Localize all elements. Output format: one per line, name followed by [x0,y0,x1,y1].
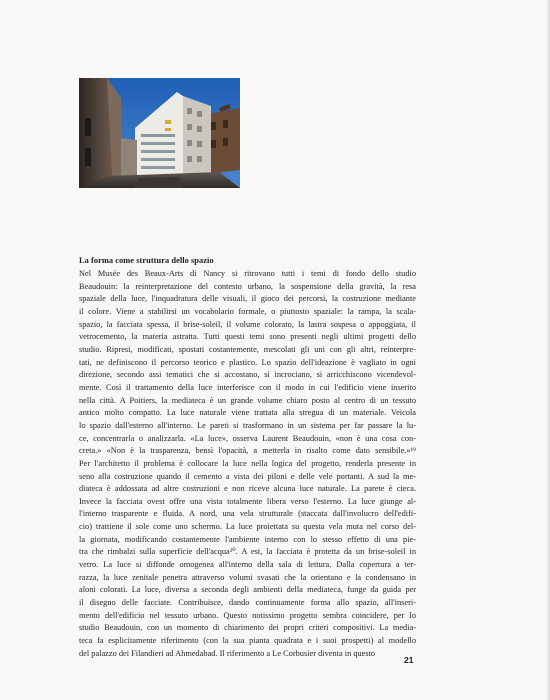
body-line: antico molto compatto. La luce naturale viene trattata alla stregua di un materiale. Veicola [79,408,416,418]
body-line: il colore. Viene a stabilirsi un vocabolario formale, o piuttosto spaziale: la rampa, la scala- [79,306,416,316]
body-line: razza, la luce zenitale penetra attraverso volumi svasati che la orientano e la condensano in [79,572,416,582]
body-line: direzione, secondo assi tematici che si accostano, si incrociano, si arricchiscono vicendevol- [79,370,416,380]
body-line: la giornata, modificando costantemente l'ambiente interno con lo stesso effetto di una pie- [79,534,416,544]
body-line: mente. Così il trattamento della luce interferisce con il modo in cui l'edificio viene inserito [79,382,416,392]
body-text [79,268,416,660]
body-line: cio) trattiene il sole come uno schermo. La luce proiettata su questa vela muta nel corso del- [79,522,416,532]
body-line: tati, ne definiscono il percorso teorico e plastico. Lo spazio dell'ideazione è vagliato in ogni [79,357,416,367]
body-line: tra che rimbalzi sulla superficie dell'acqua²⁰. A est, la facciata è protetta da un brise-soleil in [79,547,416,557]
body-line: ce, concentrarla o analizzarla. «La luce», osserva Laurent Beaudouin, «non è una cosa con- [79,433,416,443]
body-line: Invece la facciata ovest offre una vista totalmente libera verso l'esterno. La luce giunge al- [79,496,416,506]
page-edge-shadow [546,0,550,700]
section-title: La forma come struttura dello spazio [79,256,214,265]
body-line: diateca è addossata ad altre costruzioni e non riceve alcuna luce naturale. La parete è cieca. [79,484,416,494]
body-line: studio Beaudouin, con un momento di chiarimento dei propri criteri compositivi. La media- [79,623,416,633]
body-line: spaziale della luce, l'inquadratura delle visuali, il gioco dei percorsi, la costruzione mediante [79,294,416,304]
body-line: Beaudouin: la reinterpretazione del contesto urbano, la sospensione della gravità, la resa [79,281,416,291]
body-line: vetro. La luce si diffonde omogenea all'interno della sala di lettura. Dalla copertura a ter- [79,560,416,570]
body-line: vetrocemento, la materia astratta. Tutti questi temi sono presenti negli ultimi progetti dello [79,332,416,342]
body-line: aloni colorati. La luce, diversa a seconda degli ambienti della mediateca, funge da guida per [79,585,416,595]
body-line: Nel Musée des Beaux-Arts di Nancy si ritrovano tutti i temi di fondo dello studio [79,269,416,278]
body-line: mento dell'edificio nel tessuto urbano. Questo notissimo progetto sembra coincidere, per lo [79,610,416,620]
body-line: creta.» «Non è la trasparenza, bensì l'opacità, a metterla in risalto come dato sensibile.»¹⁹ [79,446,416,456]
body-line: lo spazio dall'esterno all'interno. Le pareti si trasformano in un sistema per far passare la lu- [79,420,416,430]
body-line: nella città. A Poitiers, la mediateca è un grande volume chiaro posto al centro di un tessuto [79,395,416,405]
page-number: 21 [404,655,414,665]
body-line: del palazzo dei Filandieri ad Ahmedabad. Il riferimento a Le Corbusier diventa in questo [79,648,376,658]
body-line: spazio, la facciata spessa, il brise-soleil, il volume colorato, la lastra sospesa o appoggiata, il [79,319,416,329]
body-line: Per l'architetto il problema è collocare la luce nella logica del progetto, renderla presente in [79,458,416,468]
body-line: seno alla costruzione quando il cemento a vista dei piloni e delle vele portanti. A sud la me- [79,471,416,481]
body-line: teca fa esplicitamente riferimento (con la sua pianta quadrata e i suoi prospetti) al modello [79,636,416,646]
body-line: studio. Ripresi, modificati, spostati costantemente, mescolati gli uni con gli altri, reinterpre- [79,344,416,354]
body-line: l'interno trasparente e fluida. A nord, una vela strutturale (staccata dall'involucro dell'edifi- [79,509,416,519]
body-line: il disegno delle facciate. Contribuisce, dando continuamente forma allo spazio, all'inseri- [79,598,416,608]
building-photo [79,78,240,188]
